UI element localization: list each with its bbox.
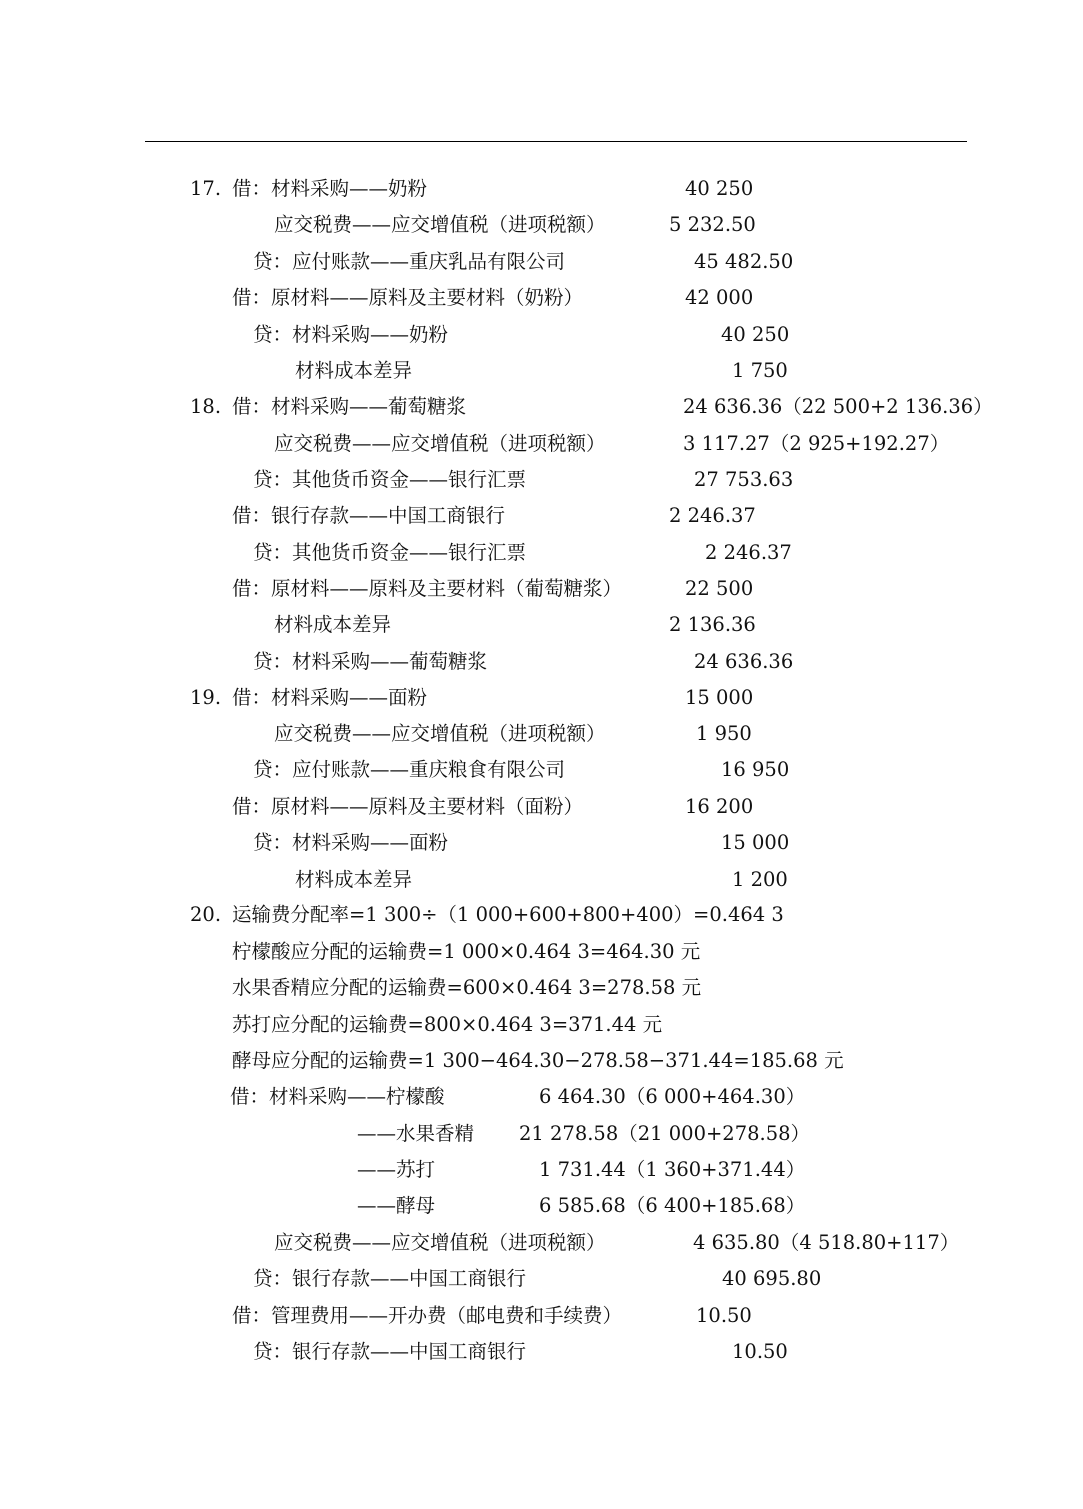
entry-amount: 16 200 xyxy=(685,795,754,818)
entry-amount: 40 250 xyxy=(721,323,790,346)
entry-line xyxy=(0,970,1083,1006)
entry-number: 20. xyxy=(190,903,222,926)
entry-text: 贷：材料采购——奶粉 xyxy=(253,323,449,346)
entry-line xyxy=(0,498,1083,534)
entry-amount: 42 000 xyxy=(685,286,754,309)
entry-text: 借：材料采购——柠檬酸 xyxy=(230,1085,445,1108)
entry-text: 借：材料采购——葡萄糖浆 xyxy=(232,395,467,418)
entry-line xyxy=(0,317,1083,353)
entry-line xyxy=(0,897,1083,933)
entry-amount: 15 000 xyxy=(685,686,754,709)
entry-amount: 1 950 xyxy=(696,722,752,745)
entry-text: 应交税费——应交增值税（进项税额） xyxy=(274,213,606,236)
entry-line xyxy=(0,644,1083,680)
entry-line xyxy=(0,244,1083,280)
entry-line xyxy=(0,389,1083,425)
entry-line xyxy=(0,1116,1083,1152)
entry-amount: 3 117.27（2 925+192.27） xyxy=(683,432,950,455)
entry-line xyxy=(0,207,1083,243)
entry-text: 贷：应付账款——重庆粮食有限公司 xyxy=(253,758,566,781)
entry-text: 借：原材料——原料及主要材料（面粉） xyxy=(232,795,584,818)
entry-line xyxy=(0,280,1083,316)
entry-text: 应交税费——应交增值税（进项税额） xyxy=(274,432,606,455)
entry-amount: 2 136.36 xyxy=(669,613,756,636)
entry-amount: 24 636.36（22 500+2 136.36） xyxy=(683,395,993,418)
entry-text: 贷：材料采购——葡萄糖浆 xyxy=(253,650,488,673)
entry-text: 材料成本差异 xyxy=(274,613,392,636)
entry-text: 借：银行存款——中国工商银行 xyxy=(232,504,506,527)
entry-line xyxy=(0,680,1083,716)
entry-amount: 24 636.36 xyxy=(694,650,794,673)
entry-line xyxy=(0,934,1083,970)
entry-line xyxy=(0,1225,1083,1261)
entry-text: 贷：银行存款——中国工商银行 xyxy=(253,1340,527,1363)
entry-amount: 4 635.80（4 518.80+117） xyxy=(693,1231,960,1254)
entry-amount: 10.50 xyxy=(732,1340,788,1363)
entry-text: ——苏打 xyxy=(357,1158,436,1181)
entry-line xyxy=(0,1261,1083,1297)
entry-text: 贷：材料采购——面粉 xyxy=(253,831,449,854)
entry-line xyxy=(0,1079,1083,1115)
entry-text: ——水果香精 xyxy=(357,1122,475,1145)
entry-text: 贷：银行存款——中国工商银行 xyxy=(253,1267,527,1290)
entry-amount: 40 250 xyxy=(685,177,754,200)
entry-line xyxy=(0,535,1083,571)
entry-text: 借：管理费用——开办费（邮电费和手续费） xyxy=(232,1304,623,1327)
entry-text: 应交税费——应交增值税（进项税额） xyxy=(274,722,606,745)
entry-line xyxy=(0,607,1083,643)
entry-amount: 2 246.37 xyxy=(669,504,756,527)
entry-line xyxy=(0,716,1083,752)
entry-text: 应交税费——应交增值税（进项税额） xyxy=(274,1231,606,1254)
entry-line xyxy=(0,571,1083,607)
entry-amount: 6 585.68（6 400+185.68） xyxy=(539,1194,806,1217)
entry-line xyxy=(0,862,1083,898)
entry-line xyxy=(0,171,1083,207)
entry-number: 17. xyxy=(190,177,222,200)
entry-text: 苏打应分配的运输费=800×0.464 3=371.44 元 xyxy=(232,1013,663,1036)
entry-text: 借：材料采购——奶粉 xyxy=(232,177,428,200)
entry-text: 借：原材料——原料及主要材料（葡萄糖浆） xyxy=(232,577,623,600)
entry-text: 材料成本差异 xyxy=(295,359,413,382)
entry-amount: 16 950 xyxy=(721,758,790,781)
entry-line xyxy=(0,1007,1083,1043)
entry-line xyxy=(0,789,1083,825)
entry-text: 水果香精应分配的运输费=600×0.464 3=278.58 元 xyxy=(232,976,702,999)
entry-amount: 1 200 xyxy=(732,868,788,891)
entry-amount: 40 695.80 xyxy=(722,1267,822,1290)
entry-number: 18. xyxy=(190,395,222,418)
entry-text: 酵母应分配的运输费=1 300−464.30−278.58−371.44=185.68 元 xyxy=(232,1049,844,1072)
entry-text: 贷：其他货币资金——银行汇票 xyxy=(253,468,527,491)
entry-line xyxy=(0,1152,1083,1188)
entry-text: ——酵母 xyxy=(357,1194,436,1217)
entry-amount: 15 000 xyxy=(721,831,790,854)
entry-line xyxy=(0,752,1083,788)
entry-amount: 27 753.63 xyxy=(694,468,794,491)
entry-amount: 21 278.58（21 000+278.58） xyxy=(519,1122,811,1145)
entry-line xyxy=(0,353,1083,389)
entry-line xyxy=(0,1334,1083,1370)
entry-text: 运输费分配率=1 300÷（1 000+600+800+400）=0.464 3 xyxy=(232,903,784,926)
entry-text: 柠檬酸应分配的运输费=1 000×0.464 3=464.30 元 xyxy=(232,940,701,963)
entry-text: 贷：应付账款——重庆乳品有限公司 xyxy=(253,250,566,273)
entry-amount: 45 482.50 xyxy=(694,250,794,273)
entry-amount: 6 464.30（6 000+464.30） xyxy=(539,1085,806,1108)
header-rule xyxy=(145,141,967,142)
entry-line xyxy=(0,1043,1083,1079)
entry-amount: 1 731.44（1 360+371.44） xyxy=(539,1158,806,1181)
entry-amount: 10.50 xyxy=(696,1304,752,1327)
entry-line xyxy=(0,462,1083,498)
entry-line xyxy=(0,825,1083,861)
entry-line xyxy=(0,1188,1083,1224)
entry-amount: 2 246.37 xyxy=(705,541,792,564)
entry-amount: 22 500 xyxy=(685,577,754,600)
entry-amount: 5 232.50 xyxy=(669,213,756,236)
entry-text: 借：材料采购——面粉 xyxy=(232,686,428,709)
entry-text: 借：原材料——原料及主要材料（奶粉） xyxy=(232,286,584,309)
entry-amount: 1 750 xyxy=(732,359,788,382)
entry-text: 材料成本差异 xyxy=(295,868,413,891)
entry-text: 贷：其他货币资金——银行汇票 xyxy=(253,541,527,564)
entry-number: 19. xyxy=(190,686,222,709)
entry-line xyxy=(0,426,1083,462)
entry-line xyxy=(0,1298,1083,1334)
